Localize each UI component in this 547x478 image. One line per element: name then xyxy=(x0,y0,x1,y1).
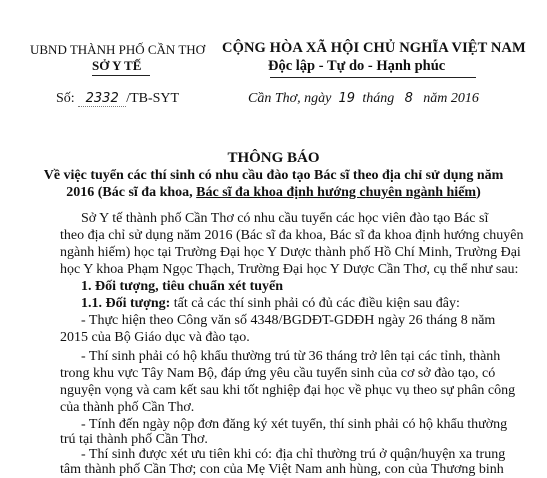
org-name: UBND THÀNH PHỐ CẦN THƠ xyxy=(30,42,206,57)
section-heading: 1. Đối tượng, tiêu chuẩn xét tuyển xyxy=(81,279,284,294)
nation-title: CỘNG HÒA XÃ HỘI CHỦ NGHĨA VIỆT NAM xyxy=(222,40,526,56)
body-line: ngành hiếm) học tại Trường Đại học Y Dược thành phố Hồ Chí Minh, Trường Đại xyxy=(60,245,521,260)
body-line: của thành phố Cần Thơ. xyxy=(60,400,195,415)
body-line: trong khu vực Tây Nam Bộ, đáp ứng yêu cầu tuyển sinh của cơ sở đào tạo, có xyxy=(60,366,496,381)
subject-part-c: ) xyxy=(476,185,481,200)
date-month-label: tháng xyxy=(358,91,398,106)
subject-part-a: 2016 (Bác sĩ đa khoa, xyxy=(66,185,197,200)
date-year: năm 2016 xyxy=(419,91,479,106)
notice-subject-line-2 xyxy=(0,185,547,201)
notice-title: THÔNG BÁO xyxy=(227,150,320,166)
document-date xyxy=(248,91,479,107)
date-prefix: Cần Thơ, ngày xyxy=(248,91,335,106)
body-line: Sở Y tế thành phố Cần Thơ có nhu cầu tuyển các học viên đào tạo Bác sĩ xyxy=(81,211,489,226)
department-underline xyxy=(92,75,150,76)
body-line: nguyện vọng và cam kết sau khi tốt nghiệp đại học về phục vụ theo sự phân công xyxy=(60,383,516,398)
subject-part-b: Bác sĩ đa khoa định hướng chuyên ngành hiếm xyxy=(196,185,477,200)
nation-motto: Độc lập - Tự do - Hạnh phúc xyxy=(268,58,446,74)
document-number-suffix: /TB-SYT xyxy=(126,91,180,106)
document-number-handwritten: 2332 xyxy=(78,91,126,107)
body-line: - Thực hiện theo Công văn số 4348/BGDĐT-GDĐH ngày 26 tháng 8 năm xyxy=(81,313,496,328)
subsection-line xyxy=(81,296,460,312)
subsection-heading: 1.1. Đối tượng: xyxy=(81,296,171,311)
body-line: tâm thành phố Cần Thơ; con của Mẹ Việt Nam anh hùng, con của Thương binh xyxy=(60,462,504,477)
body-line: 2015 của Bộ Giáo dục và đào tạo. xyxy=(60,330,250,345)
notice-subject-line-1: Về việc tuyển các thí sinh có nhu cầu đào tạo Bác sĩ theo địa chỉ sử dụng năm xyxy=(43,168,504,183)
body-line: học Y khoa Phạm Ngọc Thạch, Trường Đại học Y Dược Cần Thơ, cụ thể như sau: xyxy=(60,262,519,277)
date-day-handwritten: 19 xyxy=(338,91,356,106)
body-line: - Thí sinh được xét ưu tiên khi có: địa chỉ thường trú ở quận/huyện xa trung xyxy=(81,447,506,462)
body-line: - Tính đến ngày nộp đơn đăng ký xét tuyển, thí sinh phải có hộ khẩu thường xyxy=(81,417,508,432)
department-name: SỞ Y TẾ xyxy=(92,58,142,73)
body-line: theo địa chỉ sử dụng năm 2016 (Bác sĩ đa khoa, Bác sĩ đa khoa định hướng chuyên xyxy=(60,228,524,243)
date-month-handwritten: 8 xyxy=(404,91,413,106)
body-line: - Thí sinh phải có hộ khẩu thường trú từ 36 tháng trở lên tại các tỉnh, thành xyxy=(81,349,501,364)
body-line: trú tại thành phố Cần Thơ. xyxy=(60,432,208,447)
document-number xyxy=(56,91,179,107)
motto-underline xyxy=(270,77,476,78)
document-number-label: Số: xyxy=(56,91,79,106)
subsection-text: tất cả các thí sinh phải có đủ các điều kiện sau đây: xyxy=(170,296,460,311)
